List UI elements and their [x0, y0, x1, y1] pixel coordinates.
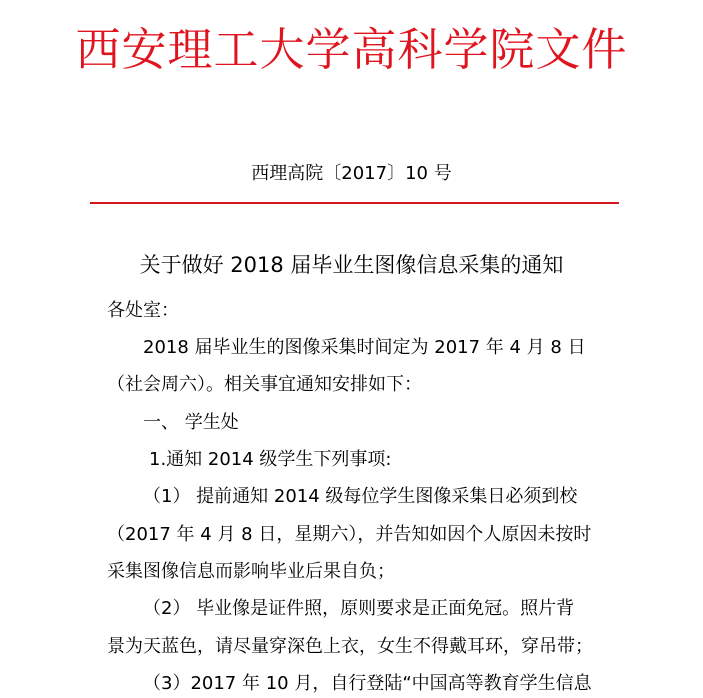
list-item-line: （3）2017 年 10 月，自行登陆“中国高等教育学生信息 — [143, 673, 592, 694]
document-header-title: 西安理工大学高科学院文件 — [75, 23, 628, 76]
red-divider-rule — [90, 202, 619, 204]
salutation-text: 各处室： — [107, 300, 179, 321]
notice-title: 关于做好 2018 届毕业生图像信息采集的通知 — [139, 253, 564, 277]
document-number: 西理高院〔2017〕10 号 — [251, 163, 452, 184]
paragraph-line: （社会周六）。相关事宜通知安排如下： — [107, 374, 422, 395]
section-heading: 一、 学生处 — [143, 412, 239, 433]
list-item-line: （2） 毕业像是证件照，原则要求是正面免冠。照片背 — [143, 598, 575, 619]
list-item-line: 景为天蓝色，请尽量穿深色上衣，女生不得戴耳环，穿吊带； — [107, 636, 593, 657]
list-item-line: 采集图像信息而影响毕业后果自负； — [107, 561, 395, 582]
subsection-heading: 1.通知 2014 级学生下列事项: — [149, 449, 392, 470]
list-item-line: （2017 年 4 月 8 日，星期六），并告知如因个人原因未按时 — [107, 524, 592, 545]
paragraph-line: 2018 届毕业生的图像采集时间定为 2017 年 4 月 8 日 — [143, 337, 586, 358]
list-item-line: （1） 提前通知 2014 级每位学生图像采集日必须到校 — [143, 486, 578, 507]
